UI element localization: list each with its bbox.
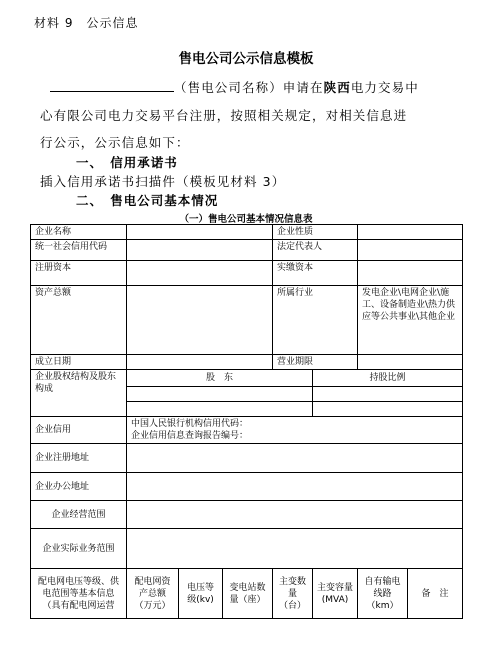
company-nature-label: 企业性质	[273, 225, 358, 240]
table-row	[31, 501, 463, 529]
paragraph-line-2: 心有限公司电力交易平台注册，按照相关规定，对相关信息进	[40, 108, 408, 123]
section-heading-1: 一、 信用承诺书	[76, 155, 178, 170]
established-label: 成立日期	[31, 355, 127, 370]
credit-report-line: 企业信用信息查询报告编号：	[131, 431, 249, 441]
table-row	[31, 286, 463, 355]
share-ratio-cell[interactable]	[313, 387, 463, 402]
document-title: 售电公司公示信息模板	[178, 51, 314, 67]
paragraph-line-3: 行公示，公示信息如下：	[40, 135, 190, 150]
transformers-header: 主变数量（台）	[273, 569, 313, 619]
total-assets-value[interactable]	[127, 286, 273, 355]
established-value[interactable]	[127, 355, 273, 370]
grid-info-label: 配电网电压等级、供电范围等基本信息（具有配电网运营	[31, 569, 127, 619]
section-heading-2: 二、 售电公司基本情况	[76, 193, 219, 208]
company-name-value[interactable]	[127, 225, 273, 240]
company-name-blank[interactable]	[50, 79, 174, 92]
credit-code-value[interactable]	[127, 240, 273, 261]
table-row	[31, 261, 463, 286]
paid-capital-label: 实缴资本	[273, 261, 358, 286]
table-row	[31, 355, 463, 370]
lines-header: 自有输电线路（km）	[358, 569, 408, 619]
industry-label: 所属行业	[273, 286, 358, 355]
actual-business-value[interactable]	[127, 529, 463, 569]
legal-rep-value[interactable]	[358, 240, 463, 261]
table-row	[31, 473, 463, 501]
table-row	[31, 529, 463, 569]
office-address-value[interactable]	[127, 473, 463, 501]
legal-rep-label: 法定代表人	[273, 240, 358, 261]
reg-address-label: 企业注册地址	[31, 444, 127, 473]
total-assets-label: 资产总额	[31, 286, 127, 355]
industry-value: 发电企业\电网企业\施工、设备制造业\热力供应等公共事业\其他企业	[358, 286, 463, 355]
company-nature-value[interactable]	[358, 225, 463, 240]
office-address-label: 企业办公地址	[31, 473, 127, 501]
reg-address-value[interactable]	[127, 444, 463, 473]
credit-code-label: 统一社会信用代码	[31, 240, 127, 261]
table-title: （一）售电公司基本情况信息表	[179, 214, 313, 225]
capacity-header: 主变容量(MVA)	[313, 569, 358, 619]
table-row	[31, 225, 463, 240]
paragraph-line-1: （售电公司名称）申请在陕西电力交易中	[40, 78, 460, 96]
equity-structure-label: 企业股权结构及股东构成	[31, 370, 127, 417]
share-ratio-header: 持股比例	[313, 370, 463, 387]
business-term-value[interactable]	[358, 355, 463, 370]
remarks-header: 备 注	[408, 569, 463, 619]
material-label: 材料 9 公示信息	[34, 16, 139, 30]
share-ratio-cell[interactable]	[313, 402, 463, 417]
table-row	[31, 569, 463, 619]
registered-capital-value[interactable]	[127, 261, 273, 286]
shareholder-cell[interactable]	[127, 402, 313, 417]
basic-info-table	[30, 224, 463, 619]
table-row	[31, 370, 463, 387]
grid-assets-header: 配电网资产总额（万元）	[127, 569, 179, 619]
company-name-label: 企业名称	[31, 225, 127, 240]
shareholder-header: 股 东	[127, 370, 313, 387]
table-row	[31, 240, 463, 261]
credit-value	[127, 417, 463, 444]
business-scope-label: 企业经营范围	[31, 501, 127, 529]
table-row	[31, 417, 463, 444]
shareholder-cell[interactable]	[127, 387, 313, 402]
insert-instruction: 插入信用承诺书扫描件（模板见材料 3）	[40, 174, 286, 189]
table-row	[31, 444, 463, 473]
actual-business-label: 企业实际业务范围	[31, 529, 127, 569]
business-term-label: 营业期限	[273, 355, 358, 370]
registered-capital-label: 注册资本	[31, 261, 127, 286]
paid-capital-value[interactable]	[358, 261, 463, 286]
credit-code-line: 中国人民银行机构信用代码：	[131, 419, 249, 429]
substations-header: 变电站数量（座）	[223, 569, 273, 619]
business-scope-value[interactable]	[127, 501, 463, 529]
voltage-header: 电压等级(kv)	[179, 569, 223, 619]
credit-label: 企业信用	[31, 417, 127, 444]
